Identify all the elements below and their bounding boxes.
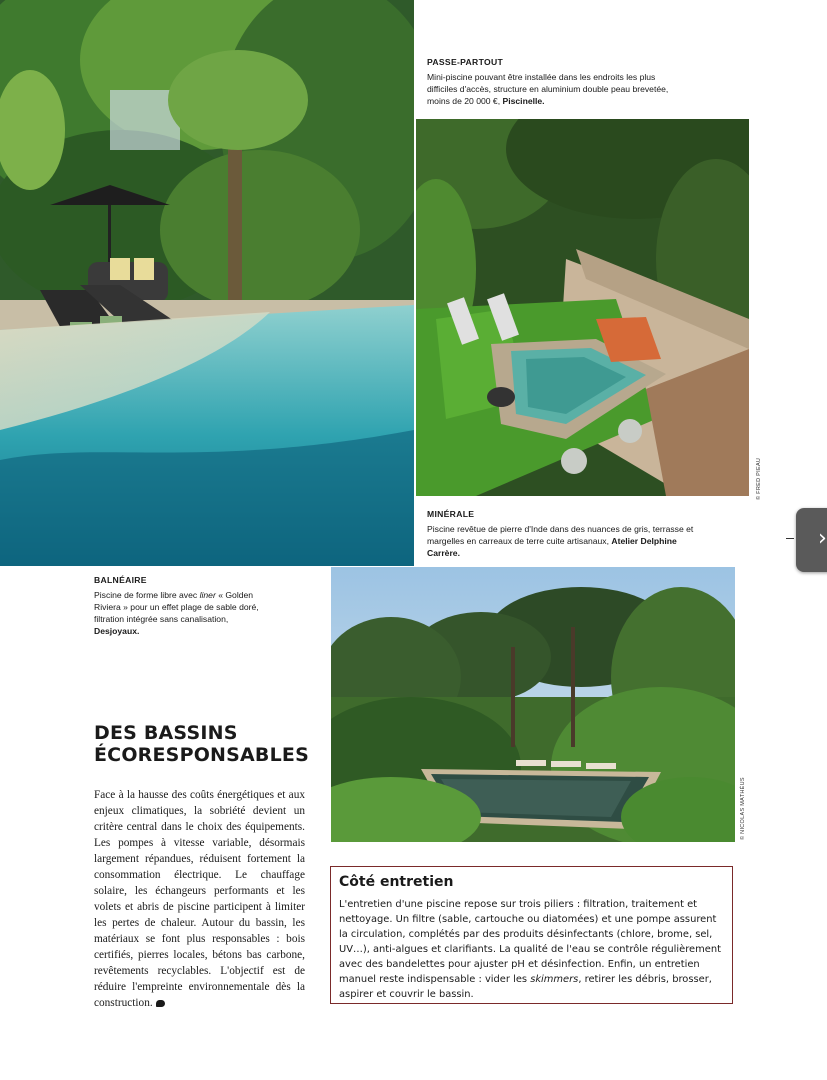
caption-passe-partout [427,56,687,107]
caption-title: BALNÉAIRE [94,575,147,585]
sidebar-box-italic: skimmers [530,974,579,985]
caption-title: PASSE-PARTOUT [427,57,503,67]
caption-balneaire [94,574,266,637]
caption-minerale [427,508,697,559]
photo-minerale [416,119,749,496]
sidebar-box-text [339,897,724,1002]
photo-forest-pool [331,567,735,842]
caption-brand: Piscinelle. [502,96,545,106]
tab-connector [786,538,794,539]
caption-text: Piscine de forme libre avec [94,590,198,600]
caption-brand: Atelier Delphine Carrère. [427,536,677,558]
article-body-text: Face à la hausse des coûts énergétiques et aux enjeux climatiques, la sobriété devient un critère central dans le choix des équipements. Les pompes à vitesse variable, désormais largement répandues, réduisent fortement la consommation électrique. Le chauffage solaire, les échangeurs performants et les volets et abris de piscine participent à limiter les pertes de chaleur. Autour du bassin, les matériaux se font plus responsables : bois certifiés, pierres locales, bétons bas carbone, revêtements recyclables. L'objectif est de réduire l'empreinte environnementale dès la construction. [94,789,305,1009]
caption-text: Piscine revêtue de pierre d'Inde dans des nuances de gris, terrasse et margelles en carreaux de terre cuite artisanaux, [427,524,694,546]
sidebar-box-entretien [330,866,733,1004]
sidebar-box-text-after: , retirer les débris, brosser, aspirer et couvrir le bassin. [339,974,712,1000]
article-heading-line2: ÉCORESPONSABLES [94,744,309,766]
sidebar-box-title: Côté entretien [339,874,454,890]
caption-text-after: « Golden Riviera » pour un effet plage de sable doré, filtration intégrée sans canalisation, [94,590,259,624]
end-mark-icon [156,1000,165,1007]
sidebar-box-text-before: L'entretien d'une piscine repose sur trois piliers : filtration, traitement et nettoyage. Un filtre (sable, cartouche ou diatomées) et une pompe assurent la circulation, complétés par des produits désinfectants (chlore, brome, sel, UV…), anti-algues et clarifiants. La qualité de l'eau se contrôle régulièrement avec des bandelettes pour ajuster pH et désinfection. Enfin, un entretien manuel reste indispensable : vider les [339,899,721,985]
caption-brand: Desjoyaux. [94,626,140,636]
photo-balneaire [0,0,414,566]
chevron-right-icon: › [818,526,827,551]
caption-title: MINÉRALE [427,509,475,519]
next-page-button[interactable] [796,508,827,572]
article-heading-line1: DES BASSINS [94,722,238,744]
credit-fred-pieau: © FRED PIEAU [756,457,762,500]
caption-text: Mini-piscine pouvant être installée dans les endroits les plus difficiles d'accès, structure en aluminium double peau brevetée, moins de 20 000 €, [427,72,669,106]
article-body [94,787,305,1011]
caption-italic: liner [199,590,216,600]
article-heading [94,722,309,766]
credit-nicolas-matheus: © NICOLAS MATHÉUS [740,777,746,840]
